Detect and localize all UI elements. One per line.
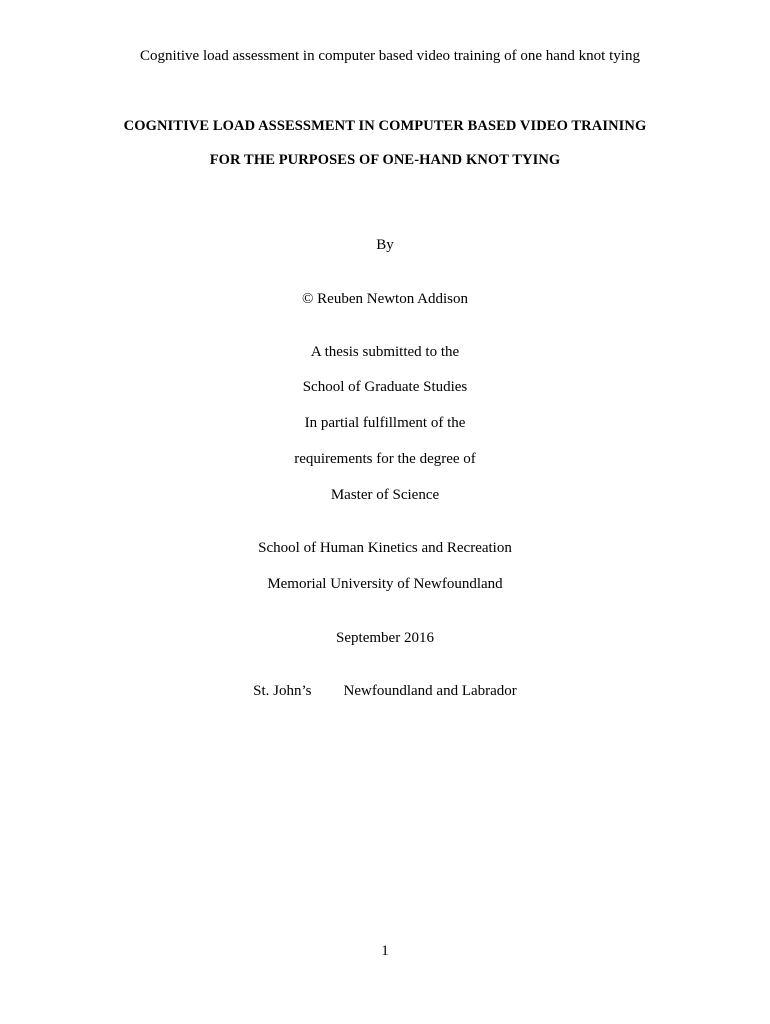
submission-line-2: School of Graduate Studies: [302, 379, 468, 395]
submission-line-4: requirements for the degree of: [294, 451, 476, 467]
submission-date: September 2016: [336, 630, 434, 646]
submission-line-3: In partial fulfillment of the: [304, 415, 466, 431]
page-number: 1: [381, 943, 389, 959]
location: [0, 682, 770, 700]
thesis-title-line-2: FOR THE PURPOSES OF ONE-HAND KNOT TYING: [209, 152, 561, 168]
location-province: Newfoundland and Labrador: [343, 683, 517, 699]
by-label: By: [376, 237, 394, 253]
running-head: Cognitive load assessment in computer based video training of one hand knot tying: [140, 48, 640, 64]
thesis-title-line-1: COGNITIVE LOAD ASSESSMENT IN COMPUTER BASED VIDEO TRAINING: [123, 118, 647, 134]
submission-line-1: A thesis submitted to the: [310, 344, 460, 360]
department-name: School of Human Kinetics and Recreation: [258, 540, 512, 556]
degree-name: Master of Science: [330, 487, 440, 503]
location-city: St. John’s: [253, 683, 312, 699]
university-name: Memorial University of Newfoundland: [267, 576, 503, 592]
author-name: © Reuben Newton Addison: [302, 291, 468, 307]
